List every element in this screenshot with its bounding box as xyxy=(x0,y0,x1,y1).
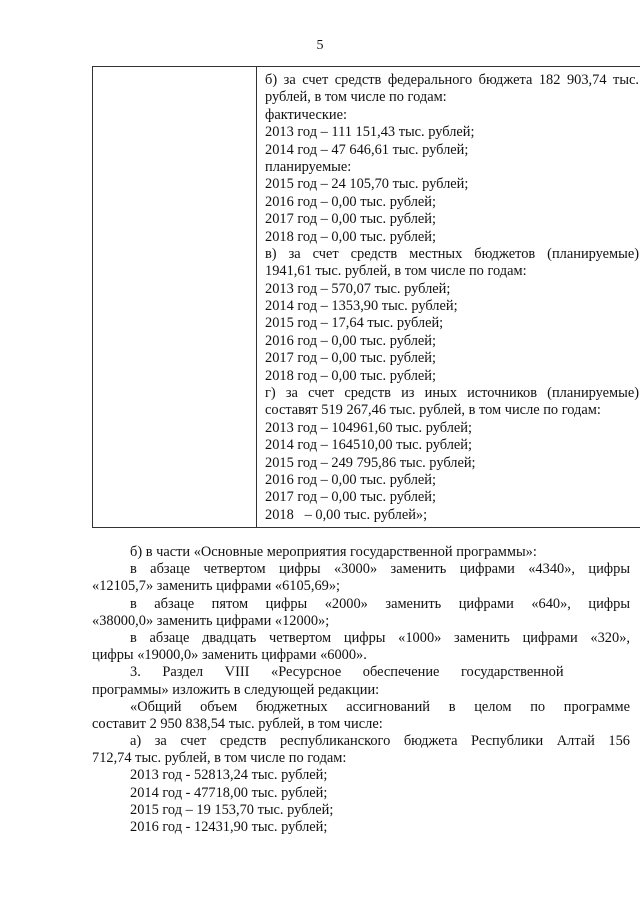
text-line: б) за счет средств федерального бюджета 182 903,74 тыс. xyxy=(265,72,639,88)
text-line: 712,74 тыс. рублей, в том числе по годам: xyxy=(92,750,347,767)
text-line: 2016 год – 0,00 тыс. рублей; xyxy=(265,471,436,488)
text-line: в абзаце двадцать четвертом цифры «1000» заменить цифрами «320», xyxy=(130,629,630,646)
text-line: 2016 год – 0,00 тыс. рублей; xyxy=(265,332,436,349)
text-line: цифры «19000,0» заменить цифрами «6000». xyxy=(92,647,367,664)
text-line: 1941,61 тыс. рублей, в том числе по годам: xyxy=(265,263,527,280)
text-line: а) за счет средств республиканского бюджета Республики Алтай 156 xyxy=(130,733,630,750)
text-line: составит 2 950 838,54 тыс. рублей, в том числе: xyxy=(92,715,383,732)
text-line: 3. Раздел VIII «Ресурсное обеспечение государственной xyxy=(130,664,564,681)
text-line: 2017 год – 0,00 тыс. рублей; xyxy=(265,489,436,506)
text-line: в абзаце пятом цифры «2000» заменить цифрами «640», цифры xyxy=(130,595,630,612)
amendment-text xyxy=(92,544,630,836)
text-line: 2013 год – 111 151,43 тыс. рублей; xyxy=(265,124,475,141)
text-line: в) за счет средств местных бюджетов (планируемые) xyxy=(265,245,639,262)
text-line: 2015 год – 24 105,70 тыс. рублей; xyxy=(265,176,469,193)
text-line: 2015 год – 17,64 тыс. рублей; xyxy=(265,315,444,332)
page-number: 5 xyxy=(316,38,324,53)
text-line: «38000,0» заменить цифрами «12000»; xyxy=(92,612,330,629)
text-line: 2015 год – 249 795,86 тыс. рублей; xyxy=(265,454,476,471)
text-line: составят 519 267,46 тыс. рублей, в том числе по годам: xyxy=(265,402,601,419)
text-line: 2017 год – 0,00 тыс. рублей; xyxy=(265,350,436,367)
funding-cell xyxy=(265,72,639,524)
text-line: 2015 год – 19 153,70 тыс. рублей; xyxy=(130,801,334,818)
text-line: 2018 год – 0,00 тыс. рублей; xyxy=(265,367,436,384)
text-line: 2017 год – 0,00 тыс. рублей; xyxy=(265,211,436,228)
text-line: 2013 год - 52813,24 тыс. рублей; xyxy=(130,767,328,784)
funding-table xyxy=(92,66,640,528)
text-line: б) в части «Основные мероприятия государственной программы»: xyxy=(130,544,537,560)
text-line: «12105,7» заменить цифрами «6105,69»; xyxy=(92,578,341,595)
text-line: 2014 год – 47 646,61 тыс. рублей; xyxy=(265,141,469,158)
text-line: 2018 – 0,00 тыс. рублей»; xyxy=(265,506,428,523)
text-line: 2014 год – 164510,00 тыс. рублей; xyxy=(265,437,472,454)
text-line: в абзаце четвертом цифры «3000» заменить цифрами «4340», цифры xyxy=(130,561,630,578)
text-line: г) за счет средств из иных источников (планируемые) xyxy=(265,385,639,402)
text-line: фактические: xyxy=(265,106,347,123)
text-line: программы» изложить в следующей редакции: xyxy=(92,681,380,698)
text-line: «Общий объем бюджетных ассигнований в целом по программе xyxy=(130,698,630,715)
text-line: планируемые: xyxy=(265,158,352,175)
text-line: 2014 год - 47718,00 тыс. рублей; xyxy=(130,784,328,801)
text-line: 2013 год – 104961,60 тыс. рублей; xyxy=(265,419,472,436)
text-line: 2016 год - 12431,90 тыс. рублей; xyxy=(130,819,328,835)
text-line: 2016 год – 0,00 тыс. рублей; xyxy=(265,193,436,210)
text-line: 2014 год – 1353,90 тыс. рублей; xyxy=(265,298,458,315)
text-line: 2018 год – 0,00 тыс. рублей; xyxy=(265,228,436,245)
text-line: рублей, в том числе по годам: xyxy=(265,89,447,106)
column-divider xyxy=(256,67,257,527)
text-line: 2013 год – 570,07 тыс. рублей; xyxy=(265,280,451,297)
